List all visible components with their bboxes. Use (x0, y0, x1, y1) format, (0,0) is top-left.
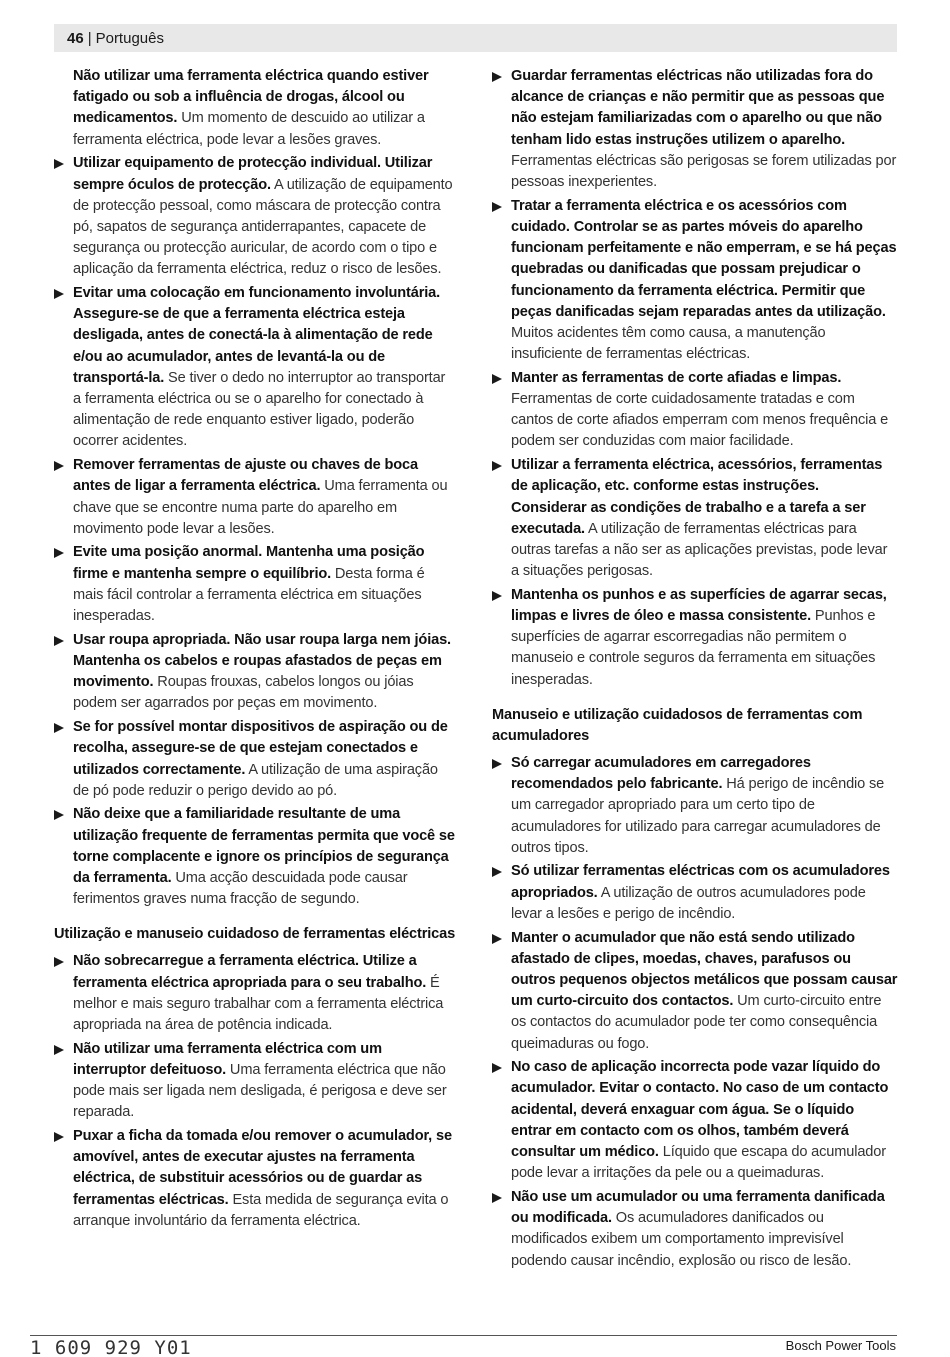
triangle-bullet-icon (492, 202, 502, 212)
instruction-text: A utilização de outros acumuladores pode levar a lesões e perigo de incêndio. (511, 884, 866, 922)
triangle-bullet-icon (54, 810, 64, 820)
instruction-bold: No caso de aplicação incorrecta pode vazar líquido do acumulador. Evitar o contacto. No caso de um contacto acidental, deverá enxaguar com água. Se o líquido entrar em contacto com os olhos, também deverá consultar um médico. (511, 1059, 889, 1161)
triangle-bullet-icon (54, 957, 64, 967)
instruction-bold: Remover ferramentas de ajuste ou chaves de boca antes de ligar a ferramenta eléctrica. (73, 457, 418, 495)
instruction-text: Os acumuladores danificados ou modificados exibem um comportamento imprevisível podendo causar incêndio, explosão ou risco de lesão. (511, 1210, 852, 1269)
header-language: Português (95, 29, 164, 47)
instruction-text: Desta forma é mais fácil controlar a ferramenta eléctrica em situações inesperadas. (73, 565, 425, 625)
instruction-text: Se tiver o dedo no interruptor ao transportar a ferramenta eléctrica ou se o aparelho for conectado à alimentação de rede enquanto estiver ligado, poderão ocorrer acidentes. (73, 369, 446, 450)
safety-instruction (54, 951, 456, 1036)
instruction-text: É melhor e mais seguro trabalhar com a ferramenta eléctrica apropriada na área de potência indicada. (73, 974, 444, 1034)
safety-instruction (54, 630, 456, 715)
instruction-bold: Utilizar a ferramenta eléctrica, acessórios, ferramentas de aplicação, etc. conforme estas instruções. Considerar as condições de trabalho e a tarefa a ser executada. (511, 457, 883, 537)
instruction-text: Esta medida de segurança evita o arranque involuntário da ferramenta eléctrica. (73, 1191, 449, 1229)
safety-instruction (54, 1039, 456, 1124)
safety-instruction (54, 717, 456, 802)
instruction-bold: Evite uma posição anormal. Mantenha uma posição firme e mantenha sempre o equilíbrio. (73, 544, 425, 582)
triangle-bullet-icon (54, 548, 64, 558)
left-column (54, 66, 456, 1235)
triangle-bullet-icon (54, 289, 64, 299)
instruction-bold: Guardar ferramentas eléctricas não utilizadas fora do alcance de crianças e não permitir que as pessoas que não estejam familiarizadas com o aparelho ou que não tenham lido estas instruções utilizem o aparelho. (511, 68, 885, 148)
safety-instruction (492, 585, 898, 691)
safety-instruction (54, 804, 456, 910)
triangle-bullet-icon (492, 72, 502, 82)
instruction-bold: Só utilizar ferramentas eléctricas com os acumuladores apropriados. (511, 863, 890, 901)
left-list-2 (54, 951, 456, 1232)
instruction-text: Uma ferramenta ou chave que se encontre numa parte do aparelho em movimento pode levar a lesões. (73, 478, 448, 537)
safety-instruction (492, 455, 898, 582)
instruction-text: A utilização de ferramentas eléctricas para outras tarefas a não ser as aplicações previstas, pode levar a situações perigosas. (511, 520, 888, 580)
right-column (492, 66, 898, 1274)
triangle-bullet-icon (492, 759, 502, 769)
instruction-text: Líquido que escapa do acumulador pode levar a irritações da pele ou a queimaduras. (511, 1144, 886, 1182)
instruction-text: Um curto-circuito entre os contactos do acumulador pode ter como consequência queimaduras ou fogo. (511, 993, 882, 1052)
safety-instruction (492, 66, 898, 193)
right-list-1 (492, 66, 898, 691)
instruction-bold: Não utilizar uma ferramenta eléctrica com um interruptor defeituoso. (73, 1040, 382, 1078)
header-separator: | (87, 29, 92, 47)
section-title-power-tools: Utilização e manuseio cuidadoso de ferramentas eléctricas (54, 926, 456, 943)
triangle-bullet-icon (54, 461, 64, 471)
safety-instruction (54, 66, 456, 151)
triangle-bullet-icon (492, 867, 502, 877)
triangle-bullet-icon (492, 1193, 502, 1203)
safety-instruction (54, 542, 456, 627)
triangle-bullet-icon (54, 636, 64, 646)
instruction-text: Muitos acidentes têm como causa, a manutenção insuficiente de ferramentas eléctricas. (511, 324, 826, 363)
triangle-bullet-icon (492, 374, 502, 384)
right-list-2 (492, 753, 898, 1272)
instruction-bold: Usar roupa apropriada. Não usar roupa larga nem jóias. Mantenha os cabelos e roupas afastados de peças em movimento. (73, 631, 451, 691)
safety-instruction (54, 153, 456, 280)
instruction-text: Uma acção descuidada pode causar ferimentos graves numa fracção de segundo. (73, 870, 408, 908)
instruction-bold: Se for possível montar dispositivos de aspiração ou de recolha, assegure-se de que estejam conectados e utilizados correctamente. (73, 719, 448, 778)
instruction-text: Um momento de descuido ao utilizar a ferramenta eléctrica, pode levar a lesões graves. (73, 110, 425, 148)
instruction-bold: Não use um acumulador ou uma ferramenta danificada ou modificada. (511, 1188, 885, 1227)
instruction-bold: Manter o acumulador que não está sendo utilizado afastado de clipes, moedas, chaves, parafusos ou outros pequenos objectos metálicos que possam causar um curto-circuito dos contactos. (511, 929, 898, 1010)
instruction-text: Há perigo de incêndio se um carregador apropriado para um certo tipo de acumuladores for utilizado para carregar acumuladores de outros tipos. (511, 776, 885, 856)
triangle-bullet-icon (54, 1132, 64, 1142)
instruction-bold: Não sobrecarregue a ferramenta eléctrica. Utilize a ferramenta eléctrica apropriada para o seu trabalho. (73, 953, 427, 991)
safety-instruction (492, 928, 898, 1055)
safety-instruction (492, 1187, 898, 1272)
safety-instruction (492, 861, 898, 925)
triangle-bullet-icon (492, 1063, 502, 1073)
instruction-text: A utilização de equipamento de protecção pessoal, como máscara de protecção contra pó, sapatos de segurança antiderrapantes, capacete de segurança ou protecção auricular, de acordo com o tipo e aplicação da ferramenta eléctrica, reduz o risco de lesões. (73, 176, 453, 278)
page-header (54, 24, 897, 52)
triangle-bullet-icon (54, 723, 64, 733)
safety-instruction (492, 368, 898, 453)
instruction-bold: Só carregar acumuladores em carregadores recomendados pelo fabricante. (511, 754, 811, 793)
instruction-text: Punhos e superfícies de agarrar escorregadias não permitem o manuseio e controle seguros da ferramenta em situações inesperadas. (511, 608, 876, 688)
footer-rule (30, 1335, 897, 1336)
footer-brand: Bosch Power Tools (785, 1338, 896, 1353)
instruction-bold: Manter as ferramentas de corte afiadas e limpas. (511, 369, 842, 386)
instruction-text: Ferramentas eléctricas são perigosas se forem utilizadas por pessoas inexperientes. (511, 152, 897, 191)
triangle-bullet-icon (492, 591, 502, 601)
triangle-bullet-icon (492, 934, 502, 944)
safety-instruction (54, 1126, 456, 1232)
safety-instruction (54, 283, 456, 453)
triangle-bullet-icon (54, 1045, 64, 1055)
safety-instruction (54, 455, 456, 540)
instruction-bold: Não utilizar uma ferramenta eléctrica quando estiver fatigado ou sob a influência de drogas, álcool ou medicamentos. (73, 68, 429, 127)
instruction-text: Roupas frouxas, cabelos longos ou jóias podem ser agarrados por peças em movimento. (73, 674, 414, 712)
instruction-text: A utilização de uma aspiração de pó pode reduzir o perigo devido ao pó. (73, 761, 438, 799)
triangle-bullet-icon (492, 461, 502, 471)
instruction-bold: Evitar uma colocação em funcionamento involuntária. Assegure-se de que a ferramenta eléctrica esteja desligada, antes de conectá-la à alimentação de rede e/ou ao acumulador, antes de levantá-la ou de transportá-la. (73, 285, 441, 386)
instruction-bold: Puxar a ficha da tomada e/ou remover o acumulador, se amovível, antes de executar ajustes na ferramenta eléctrica, de substituir acessórios ou de guardar as ferramentas eléctricas. (73, 1128, 452, 1208)
left-list-1 (54, 66, 456, 910)
page-number: 46 (67, 29, 84, 47)
instruction-text: Ferramentas de corte cuidadosamente tratadas e com cantos de corte afiados emperram com menos frequência e podem ser conduzidas com maior facilidade. (511, 391, 889, 450)
footer-document-code: 1 609 929 Y01 (30, 1337, 192, 1357)
instruction-bold: Tratar a ferramenta eléctrica e os acessórios com cuidado. Controlar se as partes móveis do aparelho funcionam perfeitamente e não emperram, e se há peças quebradas ou danificadas que possam prejudicar o funcionamento da ferramenta eléctrica. Permitir que peças danificadas sejam reparadas antes da utilização. (511, 197, 897, 320)
safety-instruction (492, 753, 898, 859)
triangle-bullet-icon (54, 159, 64, 169)
instruction-bold: Mantenha os punhos e as superfícies de agarrar secas, limpas e livres de óleo e massa consistente. (511, 586, 887, 625)
instruction-bold: Utilizar equipamento de protecção individual. Utilizar sempre óculos de protecção. (73, 155, 433, 193)
safety-instruction (492, 196, 898, 366)
safety-instruction (492, 1057, 898, 1184)
instruction-text: Uma ferramenta eléctrica que não pode mais ser ligada nem desligada, é perigosa e deve ser reparada. (73, 1061, 447, 1121)
section-title-battery-tools: Manuseio e utilização cuidadosos de ferramentas com acumuladores (492, 706, 863, 744)
instruction-bold: Não deixe que a familiaridade resultante de uma utilização frequente de ferramentas permita que você se torne complacente e ignore os princípios de segurança da ferramenta. (73, 806, 455, 887)
